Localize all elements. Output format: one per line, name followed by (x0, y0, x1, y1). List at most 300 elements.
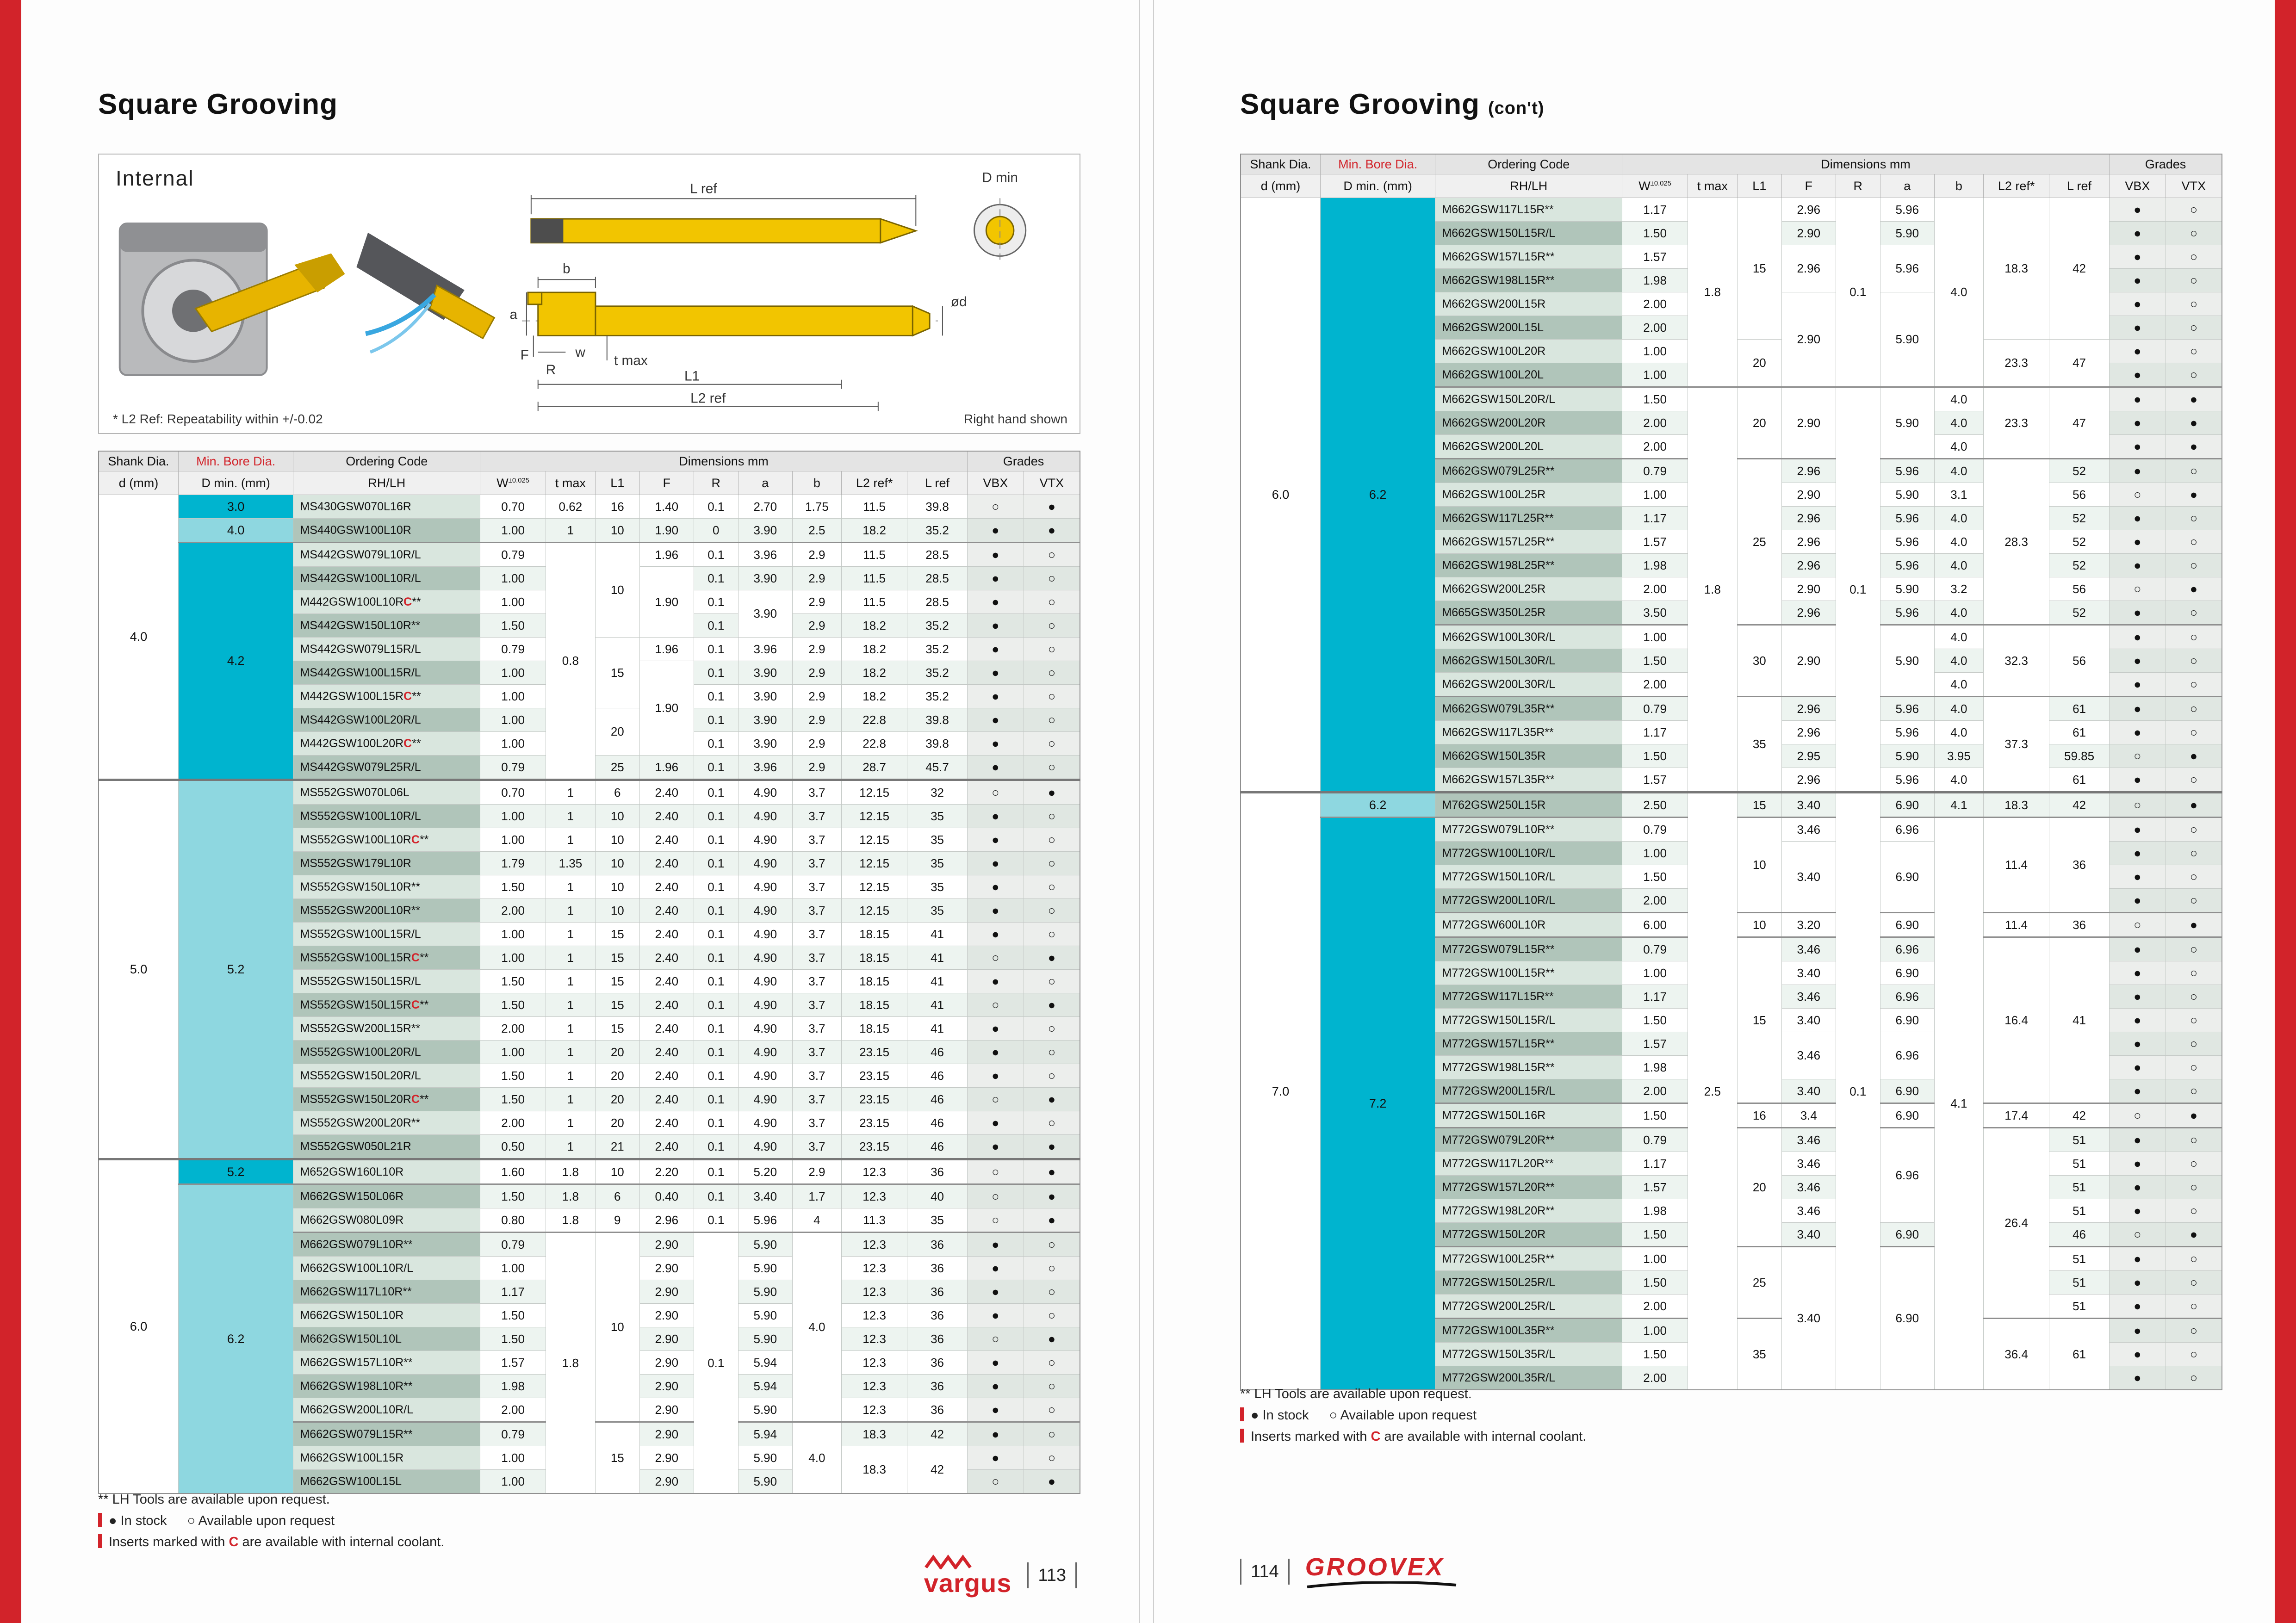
ordering-code-cell: MS552GSW150L15R/L (293, 970, 480, 993)
table-cell: 5.90 (738, 1304, 792, 1327)
table-cell: 1.50 (480, 970, 546, 993)
ordering-code-cell: M772GSW079L20R** (1435, 1128, 1622, 1152)
table-cell: 23.15 (842, 1135, 907, 1159)
grade-dot: ● (1024, 495, 1080, 519)
table-cell: 46 (907, 1064, 968, 1088)
ordering-code-cell: M662GSW117L10R** (293, 1280, 480, 1304)
grade-dot: ○ (2166, 721, 2222, 744)
table-cell: 4.0 (1934, 387, 1984, 411)
table-cell: 1 (546, 1135, 596, 1159)
table-cell: 3.7 (792, 1064, 842, 1088)
table-cell: 1 (546, 993, 596, 1017)
ordering-code-cell: MS552GSW200L15R** (293, 1017, 480, 1041)
table-cell: 5.90 (738, 1327, 792, 1351)
table-cell: b (1934, 174, 1984, 198)
table-cell: 2.90 (639, 1257, 694, 1280)
ordering-code-cell: M662GSW100L20L (1435, 363, 1622, 387)
ordering-code-cell: M662GSW117L25R** (1435, 507, 1622, 530)
table-header-row (99, 451, 1080, 471)
ordering-code-cell: M442GSW100L10RC** (293, 590, 480, 614)
table-cell: 1.00 (480, 590, 546, 614)
grade-dot: ● (2109, 1176, 2166, 1199)
grade-dot: ○ (2166, 1176, 2222, 1199)
grade-dot: ● (1024, 780, 1080, 805)
table-cell: 2.40 (639, 970, 694, 993)
table-cell: 1 (546, 923, 596, 946)
grade-dot: ● (2109, 292, 2166, 316)
table-cell: 5.0 (99, 780, 178, 1159)
ordering-code-cell: MS430GSW070L16R (293, 495, 480, 519)
table-cell: 2.00 (1622, 1079, 1688, 1103)
grade-dot: ● (2109, 768, 2166, 793)
table-cell: 17.4 (1984, 1103, 2049, 1128)
table-cell: 2.00 (1622, 316, 1688, 340)
grade-dot: ○ (2166, 937, 2222, 961)
ordering-code-cell: M662GSW150L20R/L (1435, 387, 1622, 411)
table-cell: 12.15 (842, 780, 907, 805)
table-cell: 0.1 (694, 590, 738, 614)
table-cell: 3.40 (1781, 793, 1836, 818)
table-cell: 1.50 (1622, 744, 1688, 768)
table-cell: 23.15 (842, 1041, 907, 1064)
ordering-code-cell: M662GSW157L35R** (1435, 768, 1622, 793)
table-cell: 1.00 (1622, 363, 1688, 387)
table-cell: 4.0 (1934, 198, 1984, 387)
vargus-wordmark: vargus (924, 1568, 1012, 1598)
tool-diagram-drawing (99, 155, 1080, 433)
table-cell: 1.8 (546, 1208, 596, 1233)
table-cell: 4.90 (738, 970, 792, 993)
table-cell: 2.96 (1781, 530, 1836, 554)
grade-dot: ○ (2109, 1103, 2166, 1128)
grade-dot: ● (967, 661, 1024, 685)
ordering-code-cell: M662GSW157L10R** (293, 1351, 480, 1375)
table-cell: 1.50 (480, 1304, 546, 1327)
table-cell: 3.96 (738, 543, 792, 567)
table-cell: 20 (595, 1111, 639, 1135)
table-cell: 0.1 (694, 661, 738, 685)
grade-dot: ● (2109, 1295, 2166, 1319)
table-cell: 0.79 (1622, 697, 1688, 721)
grade-dot: ● (2109, 961, 2166, 985)
ordering-code-cell: M662GSW079L25R** (1435, 459, 1622, 483)
table-cell: 36 (907, 1280, 968, 1304)
page-number-left: 113 (1027, 1562, 1077, 1588)
grade-dot: ○ (2166, 625, 2222, 649)
ordering-code-cell: M662GSW100L15R (293, 1446, 480, 1470)
table-cell: L1 (1737, 174, 1781, 198)
table-cell: 11.5 (842, 543, 907, 567)
table-cell: 0.1 (694, 708, 738, 732)
table-cell: 5.94 (738, 1375, 792, 1398)
table-cell: 3.7 (792, 899, 842, 923)
table-cell: 2.00 (480, 1111, 546, 1135)
table-cell: 5.96 (738, 1208, 792, 1233)
table-cell: 18.15 (842, 993, 907, 1017)
table-cell: 4.0 (1934, 697, 1984, 721)
table-cell: 47 (2049, 340, 2110, 387)
table-cell: 18.2 (842, 685, 907, 708)
ordering-code-cell: M772GSW100L10R/L (1435, 842, 1622, 865)
table-cell: 51 (2049, 1128, 2110, 1152)
table-cell: 3.7 (792, 970, 842, 993)
ordering-code-cell: M662GSW150L10L (293, 1327, 480, 1351)
table-row (1241, 793, 2222, 818)
footer-left (924, 1555, 1077, 1596)
table-cell: 46 (907, 1111, 968, 1135)
table-cell: 11.4 (1984, 818, 2049, 913)
dim-label-a: a (509, 307, 518, 322)
table-cell: 12.3 (842, 1398, 907, 1422)
ordering-code-cell: M772GSW157L15R** (1435, 1032, 1622, 1056)
grade-dot: ● (967, 614, 1024, 638)
table-cell: 20 (1737, 340, 1781, 387)
table-cell: 12.3 (842, 1257, 907, 1280)
table-cell: 1.96 (639, 638, 694, 661)
table-cell: 0.79 (480, 756, 546, 780)
table-cell: 11.4 (1984, 913, 2049, 937)
table-cell: 6.96 (1880, 1128, 1934, 1223)
grade-dot: ● (1024, 993, 1080, 1017)
table-cell: 21 (595, 1135, 639, 1159)
table-cell: 0.1 (1836, 387, 1880, 793)
table-cell: 2.70 (738, 495, 792, 519)
table-cell: 5.90 (1880, 387, 1934, 459)
table-cell: 2.9 (792, 661, 842, 685)
table-cell: d (mm) (1241, 174, 1320, 198)
table-cell: 41 (907, 993, 968, 1017)
grade-dot: ● (967, 1304, 1024, 1327)
table-cell: F (1781, 174, 1836, 198)
table-cell: 15 (595, 993, 639, 1017)
table-cell: 6.90 (1880, 1247, 1934, 1390)
table-cell: 5.90 (1880, 292, 1934, 387)
table-cell: 28.3 (1984, 459, 2049, 625)
page-right (1240, 0, 2223, 1623)
grade-dot: ● (2109, 601, 2166, 625)
table-cell: 1.50 (480, 614, 546, 638)
grade-dot: ● (967, 1041, 1024, 1064)
table-cell: 36 (907, 1233, 968, 1257)
table-cell: 15 (1737, 937, 1781, 1103)
footnotes-right (1240, 1383, 1586, 1447)
table-cell: 1.00 (480, 1257, 546, 1280)
footnote-coolant: Inserts marked with C are available with internal coolant. (98, 1531, 444, 1553)
grooving-table-left (98, 451, 1080, 1494)
grade-dot: ○ (2166, 1343, 2222, 1366)
table-cell: 18.15 (842, 946, 907, 970)
grade-dot: ○ (2166, 842, 2222, 865)
grade-dot: ○ (1024, 970, 1080, 993)
table-cell: 2.90 (639, 1233, 694, 1257)
grade-dot: ● (2166, 435, 2222, 459)
ordering-code-cell: MS552GSW100L15RC** (293, 946, 480, 970)
grade-dot: ○ (1024, 805, 1080, 828)
table-cell: 23.15 (842, 1088, 907, 1111)
table-cell: Grades (967, 451, 1080, 471)
grade-dot: ● (967, 756, 1024, 780)
footnote-lh-tools: ** LH Tools are available upon request. (1240, 1387, 1472, 1401)
table-cell: 6.96 (1880, 1032, 1934, 1079)
ordering-code-cell: M772GSW079L15R** (1435, 937, 1622, 961)
table-cell: 28.5 (907, 543, 968, 567)
table-cell: 2.40 (639, 1111, 694, 1135)
table-cell: 5.96 (1880, 697, 1934, 721)
table-cell: 20 (595, 1088, 639, 1111)
table-cell: 3.7 (792, 780, 842, 805)
table-cell: Dimensions mm (1622, 154, 2110, 174)
table-cell: 52 (2049, 554, 2110, 577)
table-cell: L2 ref* (1984, 174, 2049, 198)
grade-dot: ○ (967, 1184, 1024, 1208)
page-title-text: Square Grooving (98, 88, 338, 120)
ordering-code-cell: M772GSW198L15R** (1435, 1056, 1622, 1079)
page-gutter-line-2 (1153, 0, 1154, 1623)
table-cell: 28.5 (907, 567, 968, 590)
table-cell: 3.40 (1781, 842, 1836, 913)
ordering-code-cell: M662GSW150L10R (293, 1304, 480, 1327)
table-cell: 0.1 (694, 946, 738, 970)
table-cell: 1.00 (480, 1446, 546, 1470)
table-cell: $W^{\pm 0.025}$ (1622, 174, 1688, 198)
page-title-text: Square Grooving (1240, 88, 1480, 120)
grade-dot: ● (2109, 865, 2166, 889)
grade-dot: ○ (1024, 1398, 1080, 1422)
ordering-code-cell: MS440GSW100L10R (293, 519, 480, 543)
grade-dot: ○ (1024, 1351, 1080, 1375)
table-cell: 18.3 (1984, 198, 2049, 340)
table-cell: 0.1 (694, 495, 738, 519)
ordering-code-cell: MS552GSW100L10RC** (293, 828, 480, 852)
table-cell: 10 (595, 875, 639, 899)
grade-dot: ● (967, 1064, 1024, 1088)
table-cell: 0.70 (480, 780, 546, 805)
table-cell: 25 (1737, 1247, 1781, 1319)
table-cell: 5.2 (178, 1159, 293, 1184)
dim-label-dmin: D min (982, 170, 1018, 186)
table-cell: 1.8 (546, 1159, 596, 1184)
table-cell: L ref (2049, 174, 2110, 198)
ordering-code-cell: MS442GSW150L10R** (293, 614, 480, 638)
table-cell: 59.85 (2049, 744, 2110, 768)
table-cell: 30 (1737, 625, 1781, 697)
table-cell: 23.15 (842, 1064, 907, 1088)
footnote-stock: ● In stock ○ Available upon request (98, 1510, 444, 1531)
table-cell: 1.17 (1622, 721, 1688, 744)
table-cell: 3.7 (792, 852, 842, 875)
table-cell: 4.90 (738, 1111, 792, 1135)
table-cell: 51 (2049, 1271, 2110, 1295)
table-cell: 35 (907, 899, 968, 923)
table-cell: 0.79 (480, 1233, 546, 1257)
table-cell: 4.1 (1934, 818, 1984, 1390)
grade-dot: ○ (1024, 756, 1080, 780)
grade-dot: ● (967, 875, 1024, 899)
table-cell: 3.7 (792, 946, 842, 970)
table-cell: 16.4 (1984, 937, 2049, 1103)
table-cell: 1 (546, 1111, 596, 1135)
grade-dot: ○ (1024, 638, 1080, 661)
page-gutter-line-1 (1139, 0, 1140, 1623)
ordering-code-cell: M662GSW200L20L (1435, 435, 1622, 459)
table-cell: 3.40 (1781, 1247, 1836, 1390)
grade-dot: ● (2109, 269, 2166, 292)
table-cell: 2.9 (792, 567, 842, 590)
table-cell: 5.90 (1880, 483, 1934, 507)
grooving-table-right (1240, 154, 2222, 1390)
table-cell: 2.96 (1781, 601, 1836, 625)
ordering-code-cell: M772GSW100L15R** (1435, 961, 1622, 985)
table-cell: 4.0 (1934, 459, 1984, 483)
table-cell: 6.90 (1880, 1009, 1934, 1032)
grade-dot: ● (2166, 387, 2222, 411)
table-cell: 1.90 (639, 519, 694, 543)
table-cell: 0.1 (694, 805, 738, 828)
grade-dot: ● (967, 1257, 1024, 1280)
grade-dot: ○ (2166, 961, 2222, 985)
table-cell: 3.46 (1781, 1176, 1836, 1199)
table-cell: 1.98 (1622, 1056, 1688, 1079)
grade-dot: ● (1024, 1327, 1080, 1351)
table-cell: 6.90 (1880, 961, 1934, 985)
grade-dot: ○ (967, 1327, 1024, 1351)
grade-dot: ● (1024, 1088, 1080, 1111)
dim-label-tmax: t max (614, 353, 648, 368)
red-bar-icon (1240, 1407, 1244, 1421)
table-cell: VTX (1024, 471, 1080, 495)
grade-dot: ● (2109, 649, 2166, 673)
table-cell: 12.3 (842, 1280, 907, 1304)
grade-dot: ○ (1024, 1422, 1080, 1446)
table-cell: D min. (mm) (178, 471, 293, 495)
table-cell: 1 (546, 1017, 596, 1041)
ordering-code-cell: M652GSW160L10R (293, 1159, 480, 1184)
table-cell: 2.40 (639, 899, 694, 923)
table-cell: 0.1 (694, 1184, 738, 1208)
table-cell: 0.1 (694, 1088, 738, 1111)
table-cell: 2.90 (1781, 387, 1836, 459)
table-cell: 3.90 (738, 519, 792, 543)
table-cell: 12.15 (842, 899, 907, 923)
table-cell: 2.90 (639, 1351, 694, 1375)
grade-dot: ○ (1024, 567, 1080, 590)
table-cell: 2.40 (639, 923, 694, 946)
table-cell: 3.20 (1781, 913, 1836, 937)
table-cell: 1.00 (480, 1470, 546, 1494)
table-cell: 2.9 (792, 638, 842, 661)
groovex-swoosh-icon (1305, 1581, 1458, 1589)
ordering-code-cell: M772GSW150L10R/L (1435, 865, 1622, 889)
grade-dot: ● (1024, 1159, 1080, 1184)
table-cell: 3.7 (792, 923, 842, 946)
table-cell: 3.46 (1781, 1032, 1836, 1079)
table-cell: 2.9 (792, 685, 842, 708)
ordering-code-cell: M662GSW150L35R (1435, 744, 1622, 768)
table-cell: 3.7 (792, 1088, 842, 1111)
grade-dot: ● (967, 1398, 1024, 1422)
table-cell: 12.3 (842, 1184, 907, 1208)
table-cell: Min. Bore Dia. (1320, 154, 1435, 174)
grade-dot: ● (2166, 1103, 2222, 1128)
table-cell: 5.90 (738, 1233, 792, 1257)
grade-dot: ○ (967, 780, 1024, 805)
diagram-hand-note: Right hand shown (963, 412, 1067, 426)
grade-dot: ● (2166, 577, 2222, 601)
diagram-heading: Internal (116, 166, 194, 190)
table-cell: 6.90 (1880, 1223, 1934, 1247)
table-cell: 2.5 (1688, 793, 1738, 1390)
table-cell: 23.3 (1984, 387, 2049, 459)
ordering-code-cell: MS552GSW150L10R** (293, 875, 480, 899)
table-cell: RH/LH (1435, 174, 1622, 198)
table-cell: 2.90 (639, 1304, 694, 1327)
table-cell: 18.15 (842, 1017, 907, 1041)
table-cell: 4.90 (738, 780, 792, 805)
ordering-code-cell: M662GSW200L15R (1435, 292, 1622, 316)
table-cell: 3.7 (792, 1017, 842, 1041)
drawing-side-view (509, 261, 967, 411)
table-cell: 1.50 (1622, 1223, 1688, 1247)
table-cell: 2.90 (639, 1375, 694, 1398)
ordering-code-cell: M442GSW100L15RC** (293, 685, 480, 708)
table-cell: 35 (907, 875, 968, 899)
ordering-code-cell: M662GSW100L10R/L (293, 1257, 480, 1280)
table-cell: 12.3 (842, 1233, 907, 1257)
table-cell: 4.0 (99, 495, 178, 780)
table-cell: 22.8 (842, 732, 907, 756)
table-cell: 5.96 (1880, 530, 1934, 554)
ordering-code-cell: M662GSW117L35R** (1435, 721, 1622, 744)
ordering-code-cell: M662GSW100L25R (1435, 483, 1622, 507)
table-cell: 52 (2049, 507, 2110, 530)
table-cell: 2.90 (1781, 577, 1836, 601)
table-cell: 35.2 (907, 614, 968, 638)
table-cell: Grades (2109, 154, 2222, 174)
grade-dot: ○ (2166, 1366, 2222, 1390)
grade-dot: ○ (2166, 222, 2222, 245)
ordering-code-cell: M662GSW079L15R** (293, 1422, 480, 1446)
table-cell: 41 (907, 923, 968, 946)
table-cell: 11.5 (842, 567, 907, 590)
red-bar-icon (98, 1534, 102, 1548)
table-cell: Shank Dia. (99, 451, 178, 471)
table-cell: 2.95 (1781, 744, 1836, 768)
page-title (1240, 88, 1545, 121)
grade-dot: ○ (1024, 1233, 1080, 1257)
grade-dot: ● (967, 1135, 1024, 1159)
ordering-code-cell: M662GSW150L30R/L (1435, 649, 1622, 673)
table-cell: 41 (907, 946, 968, 970)
page-edge-tab-left (0, 0, 21, 1623)
photo-coolant-tool (356, 233, 494, 352)
ordering-code-cell: M772GSW117L20R** (1435, 1152, 1622, 1176)
table-row (99, 495, 1080, 519)
table-cell: 6.00 (1622, 913, 1688, 937)
table-cell: 2.40 (639, 875, 694, 899)
grade-dot: ● (2109, 459, 2166, 483)
table-cell: 2.5 (792, 519, 842, 543)
table-cell: 0.1 (694, 923, 738, 946)
table-cell: 3.7 (792, 875, 842, 899)
table-cell: 15 (595, 946, 639, 970)
table-cell: 46 (907, 1041, 968, 1064)
table-cell: 4 (792, 1208, 842, 1233)
ordering-code-cell: MS442GSW100L10R/L (293, 567, 480, 590)
table-cell: 39.8 (907, 495, 968, 519)
ordering-code-cell: MS442GSW100L15R/L (293, 661, 480, 685)
table-cell: 6.90 (1880, 842, 1934, 913)
table-cell: 12.3 (842, 1304, 907, 1327)
